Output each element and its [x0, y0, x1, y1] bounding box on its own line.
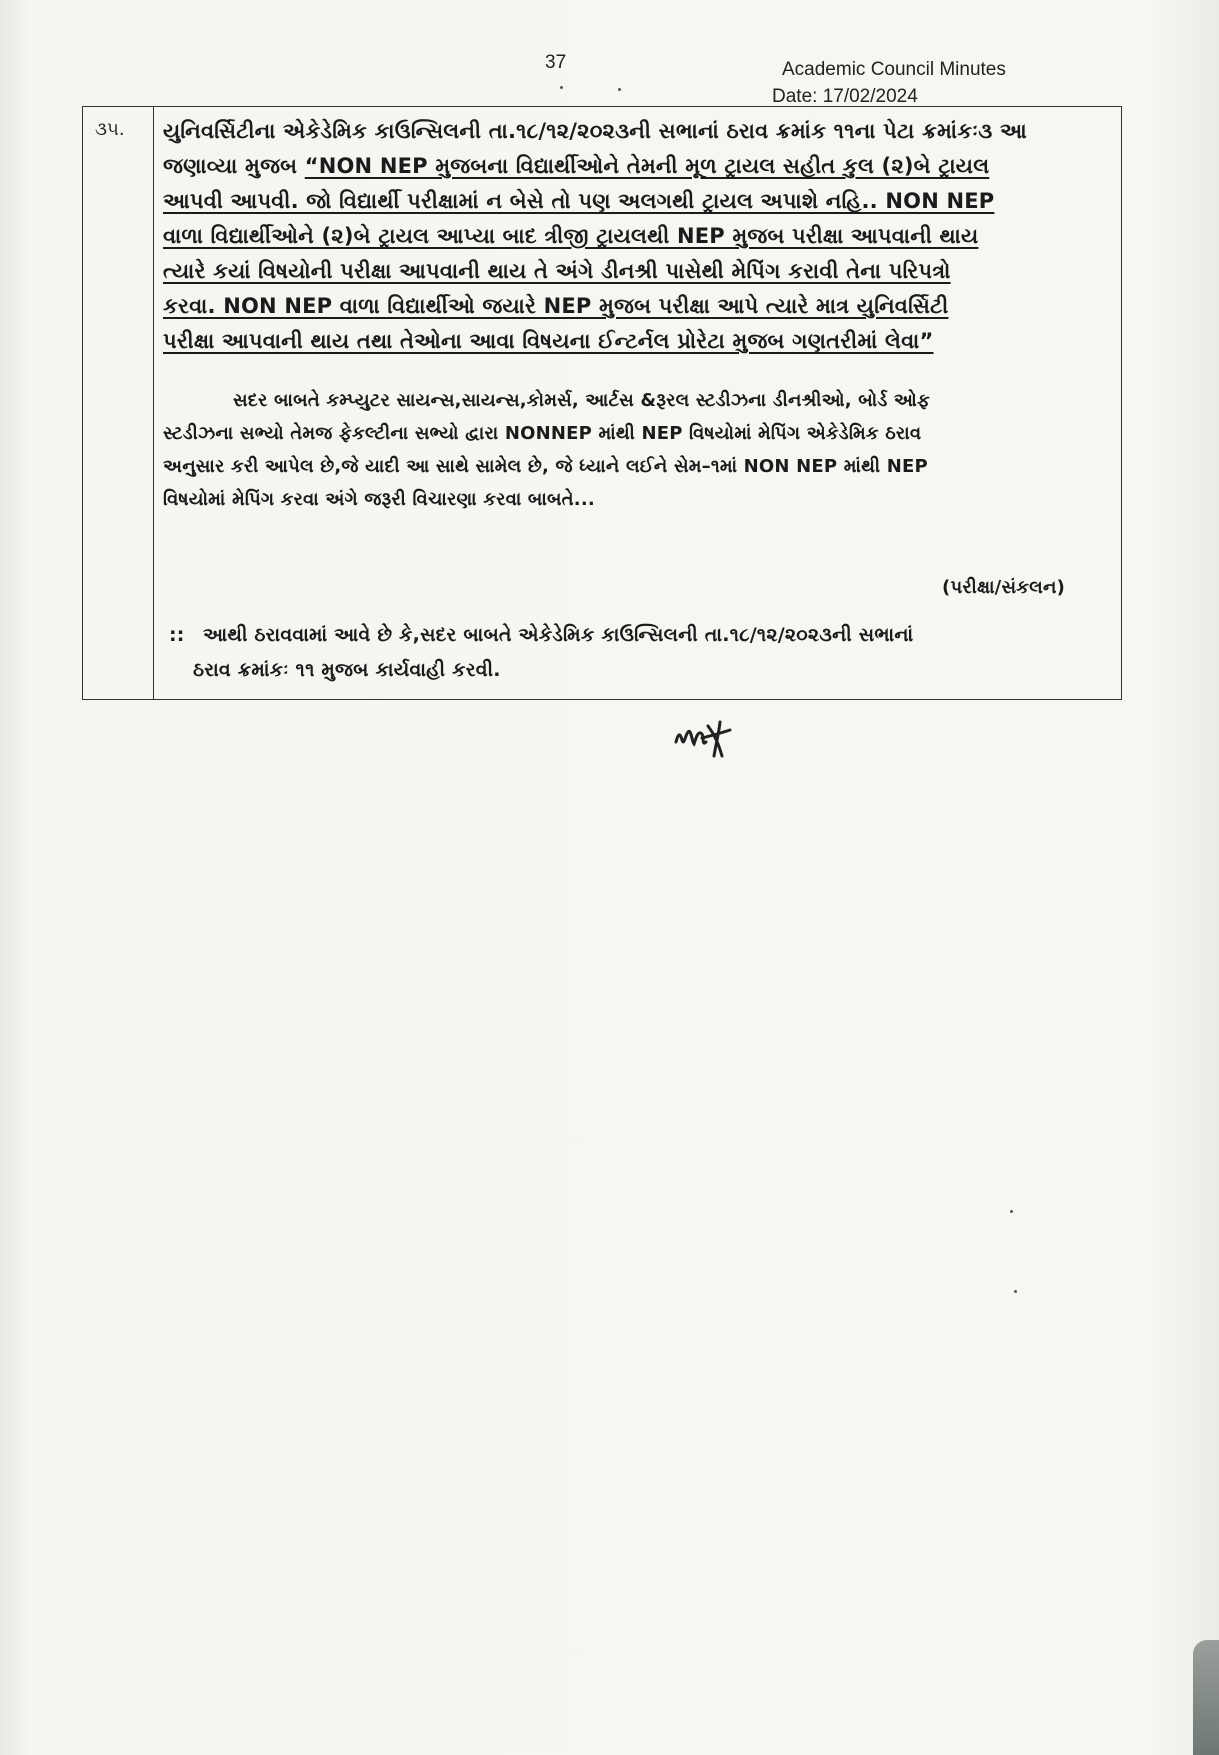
description-line: વિષયોમાં મેપિંગ કરવા અંગે જરૂરી વિચારણા કરવા બાબતે...: [163, 489, 595, 510]
quoted-line: [163, 189, 994, 214]
description-line: સદર બાબતે કમ્પ્યુટર સાયન્સ,સાયન્સ,કોમર્સ, આર્ટસ &રૂરલ સ્ટડીઝના ડીનશ્રીઓ, બોર્ડ ઓફ: [233, 390, 931, 411]
text-segment: જણાવ્યા મુજબ: [163, 154, 305, 178]
resolution-marker: ::: [169, 624, 185, 646]
quoted-line: [163, 154, 989, 179]
column-divider: [153, 107, 154, 699]
scan-speck: [1014, 1290, 1017, 1293]
underlined-text: વાળા વિદ્યાર્થીઓને (૨)બે ટ્રાયલ આપ્યા બાદ ત્રીજી ટ્રાયલથી NEP મુજબ પરીક્ષા આપવાની થાય: [163, 224, 979, 248]
scan-edge-shadow: [1193, 1640, 1219, 1755]
underlined-text: પરીક્ષા આપવાની થાય તથા તેઓના આવા વિષયના ઈન્ટર્નલ પ્રોરેટા મુજબ ગણતરીમાં લેવા”: [163, 329, 934, 353]
quoted-line: [163, 259, 951, 284]
signature-initials: [672, 712, 762, 762]
item-number: ૩૫.: [95, 119, 125, 140]
description-line: અનુસાર કરી આપેલ છે,જે યાદી આ સાથે સામેલ છે, જે ધ્યાને લઈને સેમ–૧માં NON NEP માંથી NEP: [163, 456, 928, 477]
document-title: Academic Council Minutes: [782, 59, 1006, 80]
underlined-text: આપવી આપવી. જો વિદ્યાર્થી પરીક્ષામાં ન બેસે તો પણ અલગથી ટ્રાયલ અપાશે નહિ.. NON NEP: [163, 189, 995, 213]
resolution-line: આથી ઠરાવવામાં આવે છે કે,સદર બાબતે એકેડેમિક કાઉન્સિલની તા.૧૮/૧૨/૨૦૨૩ની સભાનાં: [203, 624, 914, 646]
quoted-line: [163, 119, 1027, 144]
page-number: 37: [545, 52, 567, 73]
quoted-line: [163, 329, 934, 354]
resolution-line: ઠરાવ ક્રમાંકઃ ૧૧ મુજબ કાર્યવાહી કરવી.: [193, 659, 501, 681]
document-date: Date: 17/02/2024: [772, 86, 918, 107]
scan-speck: [618, 88, 621, 91]
scan-speck: [1010, 1210, 1013, 1213]
text-segment: યુનિવર્સિટીના એકેડેમિક કાઉન્સિલની તા.૧૮/૧૨/૨૦૨૩ની સભાનાં ઠરાવ ક્રમાંક ૧૧ના પેટા ક્રમાંકઃ૩ આ: [163, 119, 1027, 143]
document-header: [772, 56, 1006, 110]
underlined-text: ત્યારે કયાં વિષયોની પરીક્ષા આપવાની થાય તે અંગે ડીનશ્રી પાસેથી મેપિંગ કરાવી તેના પરિપત્રો: [163, 259, 951, 283]
description-line: સ્ટડીઝના સભ્યો તેમજ ફેકલ્ટીના સભ્યો દ્વારા NONNEP માંથી NEP વિષયોમાં મેપિંગ એકેડેમિક ઠરાવ: [163, 423, 922, 444]
scan-speck: [560, 86, 563, 89]
quoted-line: [163, 294, 948, 319]
quoted-line: [163, 224, 978, 249]
minutes-item-table: [82, 106, 1122, 700]
department-label: (પરીક્ષા/સંકલન): [942, 577, 1065, 598]
underlined-text: કરવા. NON NEP વાળા વિદ્યાર્થીઓ જયારે NEP મુજબ પરીક્ષા આપે ત્યારે માત્ર યુનિવર્સિટી: [163, 294, 949, 318]
underlined-text: “NON NEP મુજબના વિદ્યાર્થીઓને તેમની મૂળ ટ્રાયલ સહીત કુલ (૨)બે ટ્રાયલ: [304, 154, 990, 178]
